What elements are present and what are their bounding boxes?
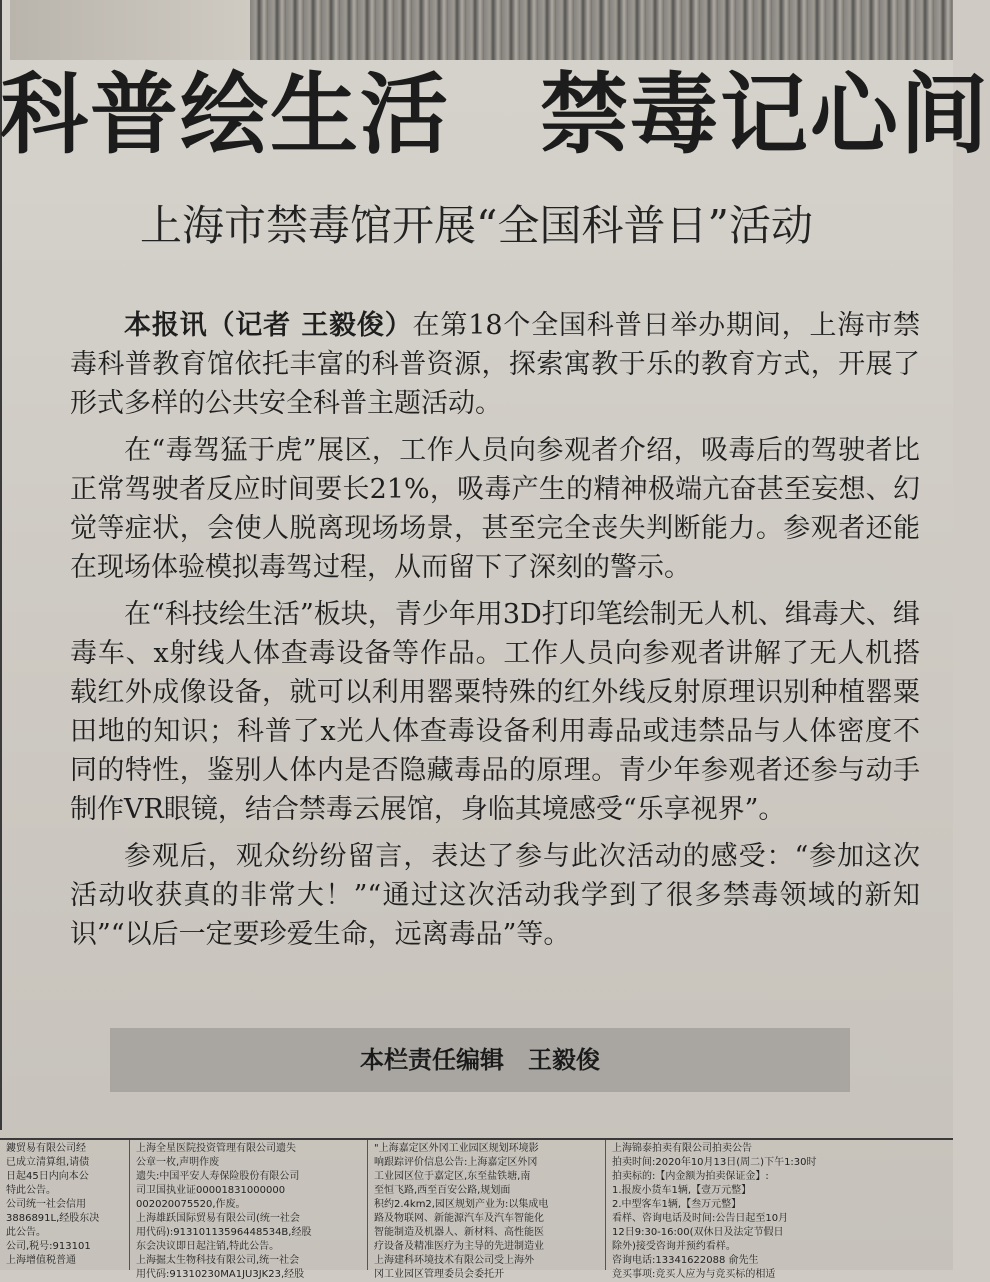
ad-line: 工业园区位于嘉定区,东至盐铁塘,南	[374, 1171, 531, 1182]
ad-line: 东会决议即日起注销,特此公告。	[136, 1241, 280, 1252]
ad-line: 特此公告。	[6, 1185, 56, 1196]
photo-fragment-left	[10, 0, 250, 60]
photo-fragment-top	[250, 0, 953, 60]
paragraph-1	[70, 306, 920, 423]
ad-line: 日起45日内向本公	[6, 1171, 89, 1182]
ad-line: 上海建科环境技术有限公司受上海外	[374, 1255, 534, 1266]
ad-line: 疗设备及精准医疗为主导的先进制造业	[374, 1241, 544, 1252]
ad-line: 上海锦泰拍卖有限公司拍卖公告	[612, 1143, 752, 1154]
ad-line: 1.报废小货车1辆,【壹万元整】	[612, 1185, 752, 1196]
ad-line: "上海嘉定区外冈工业园区规划环境影	[374, 1143, 539, 1154]
ad-line: 咨询电话:13341622088 俞先生	[612, 1255, 759, 1266]
ad-line: 3886891L,经股东决	[6, 1213, 100, 1224]
ad-column-3	[368, 1140, 606, 1280]
ad-line: 鏤贸易有限公司经	[6, 1143, 86, 1154]
ad-line: 用代码:91310230MA1JU3JK23,经股	[136, 1269, 305, 1280]
article-body	[70, 306, 920, 962]
paragraph-3: 在“科技绘生活”板块，青少年用3D打印笔绘制无人机、缉毒犬、缉毒车、x射线人体查毒设备等作品。工作人员向参观者讲解了无人机搭载红外成像设备，就可以利用罂粟特殊的红外线反射原理识别种植罂粟田地的知识；科普了x光人体查毒设备利用毒品或违禁品与人体密度不同的特性，鉴别人体内是否隐藏毒品的原理。青少年参观者还参与动手制作VR眼镜，结合禁毒云展馆，身临其境感受“乐享视界”。	[70, 599, 920, 825]
ad-line: 看样、咨询电话及时间:公告日起至10月	[612, 1213, 789, 1224]
paragraph-4: 参观后，观众纷纷留言，表达了参与此次活动的感受：“参加这次活动收获真的非常大！”“通过这次活动我学到了很多禁毒领域的新知识”“以后一定要珍爱生命，远离毒品”等。	[70, 841, 920, 950]
ad-line: 遗失:中国平安人寿保险股份有限公司	[136, 1171, 300, 1182]
ad-line: 上海增值税普通	[6, 1255, 76, 1266]
ad-line: 此公告。	[6, 1227, 46, 1238]
ad-line: 上海掘太生物科技有限公司,统一社会	[136, 1255, 300, 1266]
editor-credit-bar: 本栏责任编辑 王毅俊	[110, 1028, 850, 1092]
ad-line: 公司,税号:913101	[6, 1241, 91, 1252]
byline: 本报讯（记者 王毅俊）	[124, 310, 413, 341]
headline: 科普绘生活 禁毒记心间	[0, 63, 990, 166]
ad-line: 上海全星医院投资管理有限公司遗失	[136, 1143, 296, 1154]
paragraph-2: 在“毒驾猛于虎”展区，工作人员向参观者介绍，吸毒后的驾驶者比正常驾驶者反应时间要长21%，吸毒产生的精神极端亢奋甚至妄想、幻觉等症状，会使人脱离现场场景，甚至完全丧失判断能力。参观者还能在现场体验模拟毒驾过程，从而留下了深刻的警示。	[70, 435, 920, 583]
ad-line: 至恒飞路,西至百安公路,规划面	[374, 1185, 511, 1196]
ad-line: 冈工业园区管理委员会委托开	[374, 1269, 504, 1280]
ad-line: 公司统一社会信用	[6, 1199, 86, 1210]
ad-line: 2.中型客车1辆,【叁万元整】	[612, 1199, 742, 1210]
ad-line: 司卫国执业证00001831000000	[136, 1185, 286, 1196]
ad-line: 智能制造及机器人、新材料、高性能医	[374, 1227, 544, 1238]
ad-line: 002020075520,作废。	[136, 1199, 246, 1210]
paragraph-1-text: 在第18个全国科普日举办期间，上海市禁毒科普教育馆依托丰富的科普资源，探索寓教于乐的教育方式，开展了形式多样的公共安全科普主题活动。	[70, 310, 920, 419]
ad-line: 拍卖时间:2020年10月13日(周二)下午1:30时	[612, 1157, 817, 1168]
ad-column-4	[606, 1140, 953, 1280]
ad-column-2	[130, 1140, 368, 1280]
ad-line: 拍卖标的:【内金额为拍卖保证金】:	[612, 1171, 769, 1182]
ad-line: 响跟踪评价信息公告:上海嘉定区外冈	[374, 1157, 538, 1168]
ad-line: 公章一枚,声明作废	[136, 1157, 220, 1168]
subheadline: 上海市禁毒馆开展“全国科普日”活动	[140, 201, 813, 250]
ad-column-1	[0, 1140, 130, 1270]
classified-ads	[0, 1140, 953, 1280]
ad-line: 用代码):91310113596448534B,经股	[136, 1227, 312, 1238]
ad-line: 竞买事项:竞买人应为与竞买标的相适	[612, 1269, 776, 1280]
ad-line: 已成立清算组,请债	[6, 1157, 90, 1168]
ad-line: 积约2.4km2,园区规划产业为:以集成电	[374, 1199, 549, 1210]
ad-line: 上海雄跃国际贸易有限公司(统一社会	[136, 1213, 300, 1224]
ad-line: 12日9:30-16:00(双休日及法定节假日	[612, 1227, 784, 1238]
ad-line: 路及物联网、新能源汽车及汽车智能化	[374, 1213, 544, 1224]
ad-line: 除外)接受咨询并预约看样。	[612, 1241, 736, 1252]
